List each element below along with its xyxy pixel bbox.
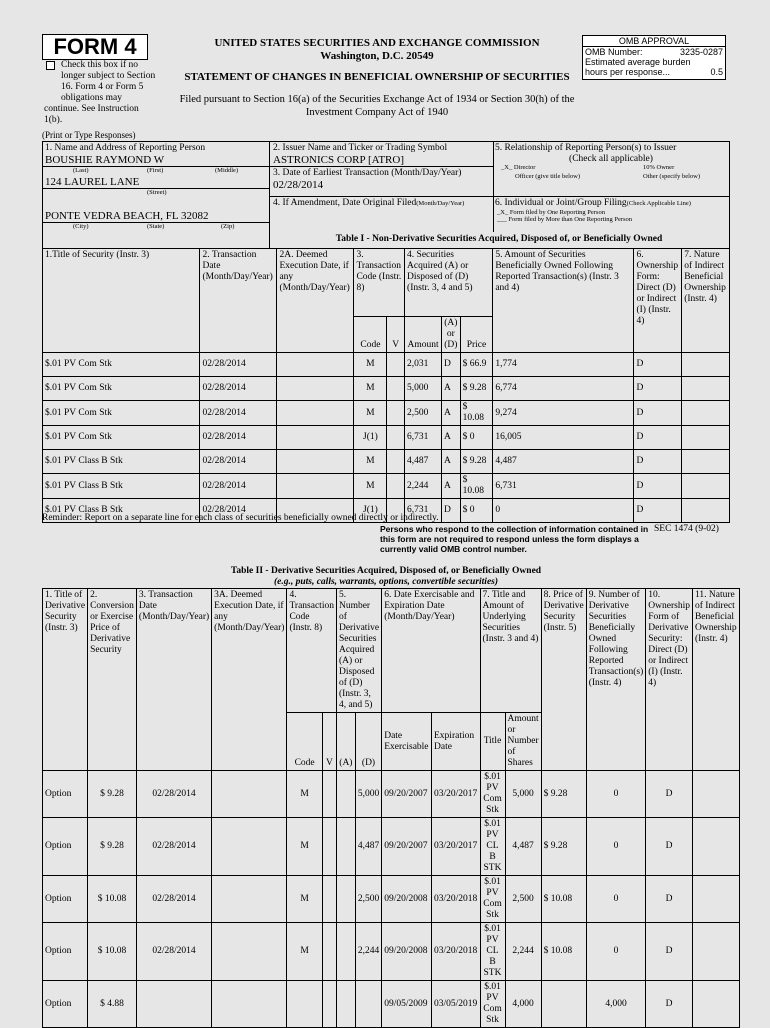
t1-amount-cell: 2,031 [405,353,442,377]
t1-nature-cell [682,377,730,401]
t2-h-nature: 11. Nature of Indirect Beneficial Ownership (Instr. 4) [692,589,739,771]
t2-sub-code: Code [287,713,322,771]
t2-deemed-cell [212,771,287,818]
table2-title: Table II - Derivative Securities Acquired, Disposed of, or Beneficially Owned [230,566,542,576]
table2-row [43,981,740,1028]
t2-h-deemed: 3A. Deemed Execution Date, if any (Month/Day/Year) [212,589,287,771]
t2-expiration-cell: 03/20/2017 [432,818,481,876]
t1-aord-cell: D [442,499,461,523]
city-label: (City) [73,223,89,230]
sec-code: SEC 1474 (9-02) [654,524,719,534]
t1-owned-cell: 4,487 [493,450,634,474]
t2-deemed-cell [212,876,287,923]
t2-a-cell [336,981,355,1028]
t2-code-cell: M [287,876,322,923]
t2-underlying-amount-cell: 2,244 [505,923,541,981]
agency-name: UNITED STATES SECURITIES AND EXCHANGE COMMISSION [214,37,540,49]
t1-sub-code: Code [354,317,387,353]
t2-deemed-cell [212,981,287,1028]
t2-date-cell: 02/28/2014 [136,771,211,818]
t2-h-exercisable: 6. Date Exercisable and Expiration Date (Month/Day/Year) [382,589,480,713]
t1-deemed-cell [277,377,354,401]
table1 [42,248,730,523]
t2-owned-cell: 0 [586,818,646,876]
t2-expiration-cell: 03/20/2018 [432,923,481,981]
agency-city: Washington, D.C. 20549 [320,50,434,62]
t1-price-cell: $ 10.08 [460,474,493,499]
t2-v-cell [322,923,336,981]
table2-row [43,818,740,876]
t2-nature-cell [692,818,739,876]
t2-sub-exercisable: Date Exercisable [382,713,432,771]
joint-label: 6. Individual or Joint/Group Filing [495,198,627,208]
t2-form-cell: D [646,771,693,818]
omb-burden-row [583,67,725,77]
t2-expiration-cell: 03/20/2017 [432,771,481,818]
t1-owned-cell: 16,005 [493,426,634,450]
t1-deemed-cell [277,450,354,474]
t2-underlying-amount-cell: 5,000 [505,771,541,818]
t2-sub-title: Title [480,713,505,771]
first-label: (First) [147,167,164,174]
zip-label: (Zip) [221,223,235,230]
table2-row [43,923,740,981]
t1-deemed-cell [277,353,354,377]
t2-code-cell: M [287,923,322,981]
t2-conversion-cell: $ 9.28 [88,771,137,818]
t1-date-cell: 02/28/2014 [200,450,277,474]
t2-sub-expiration: Expiration Date [432,713,481,771]
t1-h-amount-owned: 5. Amount of Securities Beneficially Owned Following Reported Transaction(s) (Instr. 3 and 4) [493,249,634,353]
table2-header-row [43,589,740,713]
t1-title-cell: $.01 PV Class B Stk [43,474,200,499]
name-sublabels [43,166,269,176]
t2-exercisable-cell: 09/20/2007 [382,818,432,876]
t1-title-cell: $.01 PV Com Stk [43,353,200,377]
t1-title-cell: $.01 PV Class B Stk [43,450,200,474]
t2-underlying-title-cell: $.01 PV CL B STK [480,923,505,981]
t2-d-cell: 2,244 [355,923,381,981]
table1-row [43,377,730,401]
t2-underlying-title-cell: $.01 PV Com Stk [480,981,505,1028]
t1-aord-cell: A [442,377,461,401]
t1-nature-cell [682,401,730,426]
t1-aord-cell: A [442,450,461,474]
joint-filing-block [493,196,729,232]
table1-header-row [43,249,730,317]
reporting-person-label: 1. Name and Address of Reporting Person [45,143,206,153]
t2-deemed-cell [212,818,287,876]
t1-date-cell: 02/28/2014 [200,499,277,523]
t1-aord-cell: A [442,401,461,426]
omb-burden-value: 0.5 [710,67,723,77]
t2-price-cell: $ 9.28 [541,818,586,876]
filed-line-1: Filed pursuant to Section 16(a) of the Securities Exchange Act of 1934 or Section 30(h) of the [179,94,575,105]
earliest-date-label: 3. Date of Earliest Transaction (Month/Day/Year) [273,168,462,178]
t1-sub-aord: (A) or (D) [442,317,461,353]
t2-h-conversion: 2. Conversion or Exercise Price of Derivative Security [88,589,137,771]
t1-price-cell: $ 0 [460,499,493,523]
t2-h-title: 1. Title of Derivative Security (Instr. 3) [43,589,88,771]
t2-owned-cell: 4,000 [586,981,646,1028]
director-option[interactable]: _X_ Director [501,164,536,171]
t2-title-cell: Option [43,923,88,981]
last-label: (Last) [73,167,89,174]
t2-a-cell [336,923,355,981]
reporting-city: PONTE VEDRA BEACH, FL 32082 [45,210,209,222]
relationship-block [493,142,729,196]
t2-exercisable-cell: 09/20/2008 [382,876,432,923]
t2-v-cell [322,981,336,1028]
t2-d-cell [355,981,381,1028]
table1-row [43,474,730,499]
t2-sub-a: (A) [336,713,355,771]
t1-nature-cell [682,353,730,377]
middle-label: (Middle) [215,167,239,174]
t1-code-cell: M [354,353,387,377]
t1-form-cell: D [634,499,682,523]
t2-owned-cell: 0 [586,923,646,981]
t2-v-cell [322,818,336,876]
t2-conversion-cell: $ 10.08 [88,876,137,923]
joint-one[interactable]: _X_ Form filed by One Reporting Person [497,209,605,216]
reporting-street: 124 LAUREL LANE [45,176,140,188]
t1-form-cell: D [634,401,682,426]
t1-owned-cell: 6,774 [493,377,634,401]
t2-h-owned: 9. Number of Derivative Securities Beneficially Owned Following Reported Transaction(s) (Instr. 4) [586,589,646,771]
t1-owned-cell: 0 [493,499,634,523]
t2-d-cell: 5,000 [355,771,381,818]
t2-code-cell: M [287,771,322,818]
reporting-person-block [43,142,270,248]
t1-h-code: 3. Transaction Code (Instr. 8) [354,249,405,317]
t2-h-underlying: 7. Title and Amount of Underlying Securities (Instr. 3 and 4) [480,589,541,713]
t1-amount-cell: 6,731 [405,426,442,450]
t2-h-form: 10. Ownership Form of Derivative Security: Direct (D) or Indirect (I) (Instr. 4) [646,589,693,771]
t2-exercisable-cell: 09/20/2007 [382,771,432,818]
table1-title: Table I - Non-Derivative Securities Acquired, Disposed of, or Beneficially Owned [335,234,663,244]
persons-note: Persons who respond to the collection of information contained in this form are not required to respond unless the form displays a currently valid OMB control number. [380,524,649,554]
relationship-row2 [493,173,729,182]
t2-owned-cell: 0 [586,771,646,818]
no-longer-subject-checkbox[interactable] [46,61,55,70]
joint-sub: (Check Applicable Line) [626,200,691,207]
t2-underlying-title-cell: $.01 PV Com Stk [480,771,505,818]
t1-owned-cell: 9,274 [493,401,634,426]
city-sublabels [43,222,269,232]
t2-title-cell: Option [43,981,88,1028]
t2-nature-cell [692,876,739,923]
t1-nature-cell [682,450,730,474]
t1-nature-cell [682,474,730,499]
t1-h-nature: 7. Nature of Indirect Beneficial Ownership (Instr. 4) [682,249,730,353]
t2-d-cell: 2,500 [355,876,381,923]
t1-price-cell: $ 66.9 [460,353,493,377]
t2-h-price: 8. Price of Derivative Security (Instr. 5) [541,589,586,771]
omb-burden-2: hours per response... [585,67,671,77]
t2-d-cell: 4,487 [355,818,381,876]
t1-sub-amount: Amount [405,317,442,353]
t2-owned-cell: 0 [586,876,646,923]
t1-date-cell: 02/28/2014 [200,353,277,377]
print-note: (Print or Type Responses) [42,130,136,140]
t2-date-cell: 02/28/2014 [136,818,211,876]
reminder-text: Reminder: Report on a separate line for each class of securities beneficially owned directly or indirectly. [42,513,439,523]
t1-title-cell: $.01 PV Class B Stk [43,499,200,523]
t1-form-cell: D [634,450,682,474]
t1-date-cell: 02/28/2014 [200,474,277,499]
t1-form-cell: D [634,474,682,499]
filed-line-2: Investment Company Act of 1940 [305,107,449,118]
t2-v-cell [322,876,336,923]
t2-date-cell: 02/28/2014 [136,876,211,923]
t1-price-cell: $ 10.08 [460,401,493,426]
t1-v-cell [387,474,405,499]
omb-number: 3235-0287 [679,47,723,57]
t2-price-cell: $ 9.28 [541,771,586,818]
t1-aord-cell: A [442,474,461,499]
amendment-label: 4. If Amendment, Date Original Filed [273,198,417,208]
omb-title: OMB APPROVAL [583,36,725,47]
omb-number-row [583,47,725,57]
t1-h-securities: 4. Securities Acquired (A) or Disposed of (D) (Instr. 3, 4 and 5) [405,249,493,317]
relationship-label: 5. Relationship of Reporting Person(s) to Issuer [495,143,677,153]
t1-title-cell: $.01 PV Com Stk [43,401,200,426]
t1-amount-cell: 6,731 [405,499,442,523]
state-label: (State) [147,223,165,230]
t1-code-cell: M [354,450,387,474]
t2-underlying-amount-cell: 2,500 [505,876,541,923]
t1-aord-cell: A [442,426,461,450]
table2-row [43,876,740,923]
other-option[interactable]: Other (specify below) [643,173,701,180]
table1-row [43,426,730,450]
t1-owned-cell: 6,731 [493,474,634,499]
t2-form-cell: D [646,876,693,923]
t2-title-cell: Option [43,876,88,923]
t2-h-date: 3. Transaction Date (Month/Day/Year) [136,589,211,771]
t1-v-cell [387,401,405,426]
issuer-block [269,142,494,196]
t2-price-cell: $ 10.08 [541,876,586,923]
t1-h-date: 2. Transaction Date (Month/Day/Year) [200,249,277,353]
street-label: (Street) [43,188,269,198]
table2-row [43,771,740,818]
t2-exercisable-cell: 09/20/2008 [382,923,432,981]
form4-page [32,0,770,1024]
t2-v-cell [322,771,336,818]
t2-price-cell [541,981,586,1028]
table2 [42,588,740,1028]
issuer-value: ASTRONICS CORP [ATRO] [269,154,493,167]
t1-code-cell: M [354,401,387,426]
t1-date-cell: 02/28/2014 [200,377,277,401]
t2-h-number: 5. Number of Derivative Securities Acquired (A) or Disposed of (D) (Instr. 3, 4, and 5) [336,589,381,713]
t1-nature-cell [682,426,730,450]
t1-v-cell [387,353,405,377]
t1-v-cell [387,377,405,401]
t1-price-cell: $ 9.28 [460,450,493,474]
ten-percent-owner-option[interactable]: 10% Owner [643,164,675,171]
t2-title-cell: Option [43,818,88,876]
t2-deemed-cell [212,923,287,981]
t1-amount-cell: 5,000 [405,377,442,401]
t2-nature-cell [692,981,739,1028]
t1-title-cell: $.01 PV Com Stk [43,377,200,401]
t2-a-cell [336,771,355,818]
t1-owned-cell: 1,774 [493,353,634,377]
table1-row [43,401,730,426]
no-longer-subject-text: Check this box if no longer subject to Section 16. Form 4 or Form 5 obligations may continue. See Instruction 1(b). [44,60,156,125]
t1-price-cell: $ 0 [460,426,493,450]
t2-sub-d: (D) [355,713,381,771]
t1-h-ownership-form: 6. Ownership Form: Direct (D) or Indirect (I) (Instr. 4) [634,249,682,353]
t1-price-cell: $ 9.28 [460,377,493,401]
t2-sub-v: V [322,713,336,771]
no-longer-subject [44,60,156,126]
t2-sub-amount: Amount or Number of Shares [505,713,541,771]
t2-underlying-title-cell: $.01 PV CL B STK [480,818,505,876]
omb-number-label: OMB Number: [585,47,643,57]
t2-nature-cell [692,771,739,818]
amendment-block [269,196,494,232]
t1-form-cell: D [634,353,682,377]
issuer-label: 2. Issuer Name and Ticker or Trading Symbol [273,143,448,153]
statement-title: STATEMENT OF CHANGES IN BENEFICIAL OWNERSHIP OF SECURITIES [184,71,570,83]
t1-sub-v: V [387,317,405,353]
t2-conversion-cell: $ 9.28 [88,818,137,876]
t2-date-cell: 02/28/2014 [136,923,211,981]
t1-h-deemed: 2A. Deemed Execution Date, if any (Month/Day/Year) [277,249,354,353]
relationship-sub: (Check all applicable) [569,154,653,164]
t2-exercisable-cell: 09/05/2009 [382,981,432,1028]
t1-form-cell: D [634,377,682,401]
t1-deemed-cell [277,426,354,450]
omb-approval-box [582,35,726,80]
earliest-date-value: 02/28/2014 [273,179,324,191]
t2-form-cell: D [646,923,693,981]
t1-h-title: 1.Title of Security (Instr. 3) [43,249,200,353]
amendment-label-row [269,197,493,209]
t1-nature-cell [682,499,730,523]
t2-underlying-amount-cell: 4,000 [505,981,541,1028]
t2-nature-cell [692,923,739,981]
t2-code-cell [287,981,322,1028]
t2-a-cell [336,818,355,876]
t2-expiration-cell: 03/20/2018 [432,876,481,923]
t1-title-cell: $.01 PV Com Stk [43,426,200,450]
t2-expiration-cell: 03/05/2019 [432,981,481,1028]
t1-amount-cell: 4,487 [405,450,442,474]
t1-amount-cell: 2,500 [405,401,442,426]
t1-amount-cell: 2,244 [405,474,442,499]
t1-code-cell: J(1) [354,426,387,450]
form-title-box [42,34,148,60]
t1-code-cell: J(1) [354,499,387,523]
joint-more[interactable]: ___ Form filed by More than One Reporting Person [497,216,633,223]
amendment-sub: (Month/Day/Year) [416,200,465,207]
t1-v-cell [387,450,405,474]
t1-date-cell: 02/28/2014 [200,401,277,426]
t2-title-cell: Option [43,771,88,818]
t2-date-cell [136,981,211,1028]
t1-v-cell [387,426,405,450]
section-top [42,141,730,249]
t1-sub-price: Price [460,317,493,353]
joint-label-row [493,197,729,209]
t1-form-cell: D [634,426,682,450]
t2-code-cell: M [287,818,322,876]
t2-form-cell: D [646,981,693,1028]
relationship-row1 [493,164,729,173]
table1-row [43,353,730,377]
t2-price-cell: $ 10.08 [541,923,586,981]
t2-underlying-title-cell: $.01 PV Com Stk [480,876,505,923]
t1-code-cell: M [354,474,387,499]
form-title: FORM 4 [53,34,137,59]
table1-row [43,450,730,474]
omb-burden-1: Estimated average burden [585,57,691,67]
t1-date-cell: 02/28/2014 [200,426,277,450]
t1-deemed-cell [277,401,354,426]
t2-conversion-cell: $ 4.88 [88,981,137,1028]
t2-conversion-cell: $ 10.08 [88,923,137,981]
t2-a-cell [336,876,355,923]
t1-code-cell: M [354,377,387,401]
t2-underlying-amount-cell: 4,487 [505,818,541,876]
t1-deemed-cell [277,474,354,499]
table2-subtitle: (e.g., puts, calls, warrants, options, convertible securities) [273,577,499,587]
t1-aord-cell: D [442,353,461,377]
reporting-person-name: BOUSHIE RAYMOND W [45,154,165,166]
t2-h-code: 4. Transaction Code (Instr. 8) [287,589,337,713]
t2-form-cell: D [646,818,693,876]
officer-option[interactable]: Officer (give title below) [515,173,581,180]
